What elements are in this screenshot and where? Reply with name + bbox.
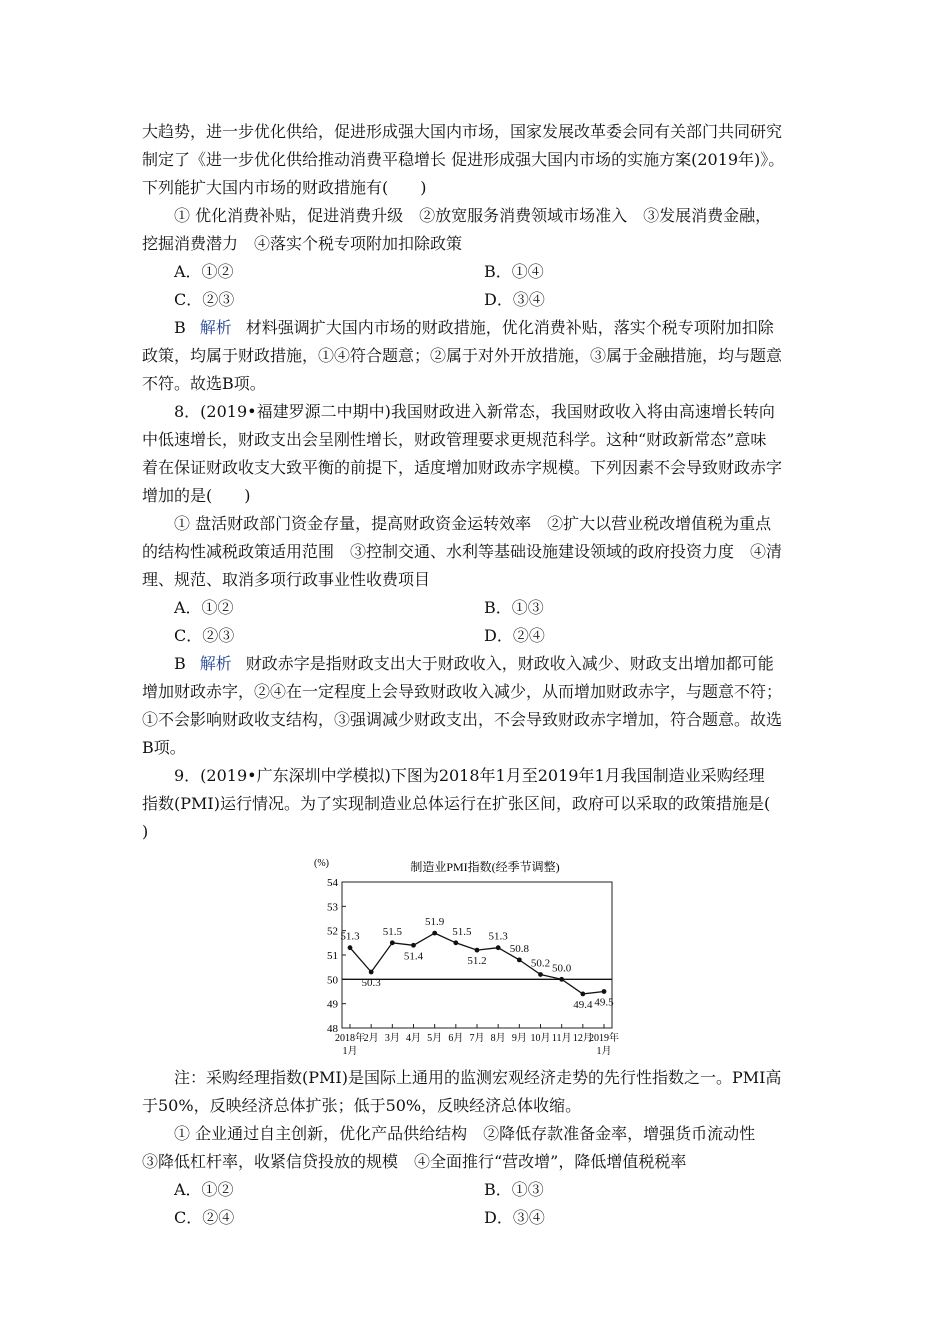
answer-line: B项。 bbox=[142, 738, 186, 757]
y-tick-label: 52 bbox=[327, 925, 338, 938]
data-label: 50.3 bbox=[361, 977, 381, 990]
option-c: C．②③ bbox=[174, 290, 235, 309]
x-tick-label: 2月 bbox=[363, 1033, 379, 1044]
x-tick-label: 2018年 bbox=[335, 1033, 365, 1044]
data-point bbox=[496, 945, 501, 950]
data-point bbox=[580, 992, 585, 997]
option-d: D．②④ bbox=[484, 626, 545, 645]
q9-options-row-2 bbox=[142, 1204, 814, 1232]
y-tick-label: 49 bbox=[327, 998, 338, 1011]
note-line: 于50%，反映经济总体扩张；低于50%，反映经济总体收缩。 bbox=[142, 1096, 582, 1115]
q7-stem bbox=[142, 118, 814, 202]
option-b: B．①③ bbox=[484, 598, 544, 617]
stem-line: 中低速增长，财政支出会呈刚性增长，财政管理要求更规范科学。这种“财政新常态”意味 bbox=[142, 430, 767, 449]
stem-line: 着在保证财政收支大致平衡的前提下，适度增加财政赤字规模。下列因素不会导致财政赤字 bbox=[142, 458, 783, 477]
option-c: C．②④ bbox=[174, 1208, 235, 1227]
answer-text: 财政赤字是指财政支出大于财政收入，财政收入减少、财政支出增加都可能 bbox=[245, 654, 774, 673]
y-unit-label: (%) bbox=[314, 858, 329, 869]
stem-line: 制定了《进一步优化供给推动消费平稳增长 促进形成强大国内市场的实施方案(2019年)》。 bbox=[142, 150, 785, 169]
q9-stem bbox=[142, 762, 814, 846]
data-point bbox=[559, 977, 564, 982]
option-c: C．②③ bbox=[174, 626, 235, 645]
q7-items bbox=[142, 202, 814, 258]
q8-options-row-1 bbox=[142, 594, 814, 622]
q8-answer bbox=[142, 650, 814, 762]
y-tick-label: 53 bbox=[327, 901, 338, 914]
answer-first-line bbox=[142, 314, 814, 342]
x-tick-label: 4月 bbox=[406, 1033, 421, 1044]
x-tick-label: 7月 bbox=[469, 1033, 485, 1044]
question-9 bbox=[142, 762, 814, 1232]
item-line: ① 盘活财政部门资金存量，提高财政资金运转效率 ②扩大以营业税改增值税为重点 bbox=[174, 514, 772, 533]
answer-line: 不符。故选B项。 bbox=[142, 374, 266, 393]
data-point bbox=[432, 931, 437, 936]
data-point bbox=[517, 957, 522, 962]
data-label: 49.4 bbox=[573, 998, 593, 1011]
q8-items bbox=[142, 510, 814, 594]
answer-letter: B bbox=[174, 318, 186, 337]
data-label: 51.4 bbox=[403, 950, 424, 963]
answer-line: 增加财政赤字，②④在一定程度上会导致财政收入减少，从而增加财政赤字，与题意不符； bbox=[142, 682, 783, 701]
item-line: 理、规范、取消多项行政事业性收费项目 bbox=[142, 570, 431, 589]
item-line: ① 优化消费补贴，促进消费升级 ②放宽服务消费领域市场准入 ③发展消费金融， bbox=[174, 206, 772, 225]
data-label: 51.9 bbox=[425, 916, 445, 929]
y-tick-label: 48 bbox=[327, 1023, 338, 1035]
option-d: D．③④ bbox=[484, 290, 545, 309]
chart-title: 制造业PMI指数(经季节调整) bbox=[410, 860, 560, 874]
option-b: B．①④ bbox=[484, 262, 544, 281]
stem-line: 8．(2019•福建罗源二中期中)我国财政进入新常态，我国财政收入将由高速增长转向 bbox=[174, 402, 775, 421]
q7-options-row-1 bbox=[142, 258, 814, 286]
stem-line: 增加的是( ) bbox=[142, 486, 251, 505]
q9-note bbox=[142, 1064, 814, 1120]
item-line: 的结构性减税政策适用范围 ③控制交通、水利等基础设施建设领域的政府投资力度 ④清 bbox=[142, 542, 783, 561]
data-point bbox=[348, 945, 353, 950]
option-d: D．③④ bbox=[484, 1208, 545, 1227]
data-point bbox=[602, 989, 607, 994]
x-tick-label-line2: 1月 bbox=[596, 1046, 612, 1057]
q9-options-row-1 bbox=[142, 1176, 814, 1204]
q8-options-row-2 bbox=[142, 622, 814, 650]
analysis-tag: 解析 bbox=[199, 654, 232, 673]
data-label: 50.8 bbox=[509, 942, 529, 955]
stem-line: 9．(2019•广东深圳中学模拟)下图为2018年1月至2019年1月我国制造业采购经理 bbox=[174, 766, 765, 785]
x-tick-label: 9月 bbox=[511, 1033, 527, 1044]
answer-line: 政策，均属于财政措施，①④符合题意；②属于对外开放措施，③属于金融措施，均与题意 bbox=[142, 346, 783, 365]
q7-options-row-2 bbox=[142, 286, 814, 314]
x-tick-label: 6月 bbox=[448, 1033, 464, 1044]
data-point bbox=[369, 970, 374, 975]
item-line: ③降低杠杆率，收紧信贷投放的规模 ④全面推行“营改增”，降低增值税税率 bbox=[142, 1152, 687, 1171]
x-tick-label: 3月 bbox=[384, 1033, 400, 1044]
option-a: A．①② bbox=[174, 598, 234, 617]
answer-line: ①不会影响财政收支结构，③强调减少财政支出，不会导致财政赤字增加，符合题意。故选 bbox=[142, 710, 783, 729]
q8-stem bbox=[142, 398, 814, 510]
x-tick-label: 8月 bbox=[490, 1033, 506, 1044]
data-point bbox=[538, 972, 543, 977]
pmi-line-chart bbox=[312, 852, 652, 1064]
stem-line: 大趋势，进一步优化供给，促进形成强大国内市场，国家发展改革委会同有关部门共同研究 bbox=[142, 122, 783, 141]
question-8 bbox=[142, 398, 814, 762]
question-7 bbox=[142, 118, 814, 398]
data-point bbox=[453, 940, 458, 945]
x-tick-label: 5月 bbox=[427, 1033, 443, 1044]
y-tick-label: 51 bbox=[327, 950, 338, 962]
data-point bbox=[411, 943, 416, 948]
data-label: 50.2 bbox=[530, 957, 551, 970]
pmi-chart-figure bbox=[142, 852, 814, 1064]
y-tick-label: 50 bbox=[327, 974, 338, 987]
item-line: 挖掘消费潜力 ④落实个税专项附加扣除政策 bbox=[142, 234, 463, 253]
data-label: 51.2 bbox=[467, 955, 487, 968]
x-tick-label-line2: 1月 bbox=[342, 1046, 358, 1057]
data-label: 49.5 bbox=[594, 996, 614, 1009]
x-tick-label: 2019年 bbox=[589, 1033, 619, 1044]
item-line: ① 企业通过自主创新，优化产品供给结构 ②降低存款准备金率，增强货币流动性 bbox=[174, 1124, 756, 1143]
x-tick-label: 12月 bbox=[572, 1033, 593, 1044]
option-b: B．①③ bbox=[484, 1180, 544, 1199]
note-line: 注：采购经理指数(PMI)是国际上通用的监测宏观经济走势的先行性指数之一。PMI高 bbox=[174, 1068, 782, 1087]
x-tick-label: 10月 bbox=[530, 1033, 551, 1044]
data-label: 50.0 bbox=[552, 962, 572, 975]
data-label: 51.3 bbox=[340, 930, 360, 943]
option-a: A．①② bbox=[174, 262, 234, 281]
data-label: 51.3 bbox=[488, 930, 508, 943]
document-page bbox=[142, 118, 814, 1232]
stem-line: 下列能扩大国内市场的财政措施有( ) bbox=[142, 178, 427, 197]
option-a: A．①② bbox=[174, 1180, 234, 1199]
analysis-tag: 解析 bbox=[199, 318, 232, 337]
answer-letter: B bbox=[174, 654, 186, 673]
answer-text: 材料强调扩大国内市场的财政措施，优化消费补贴，落实个税专项附加扣除 bbox=[245, 318, 774, 337]
data-label: 51.5 bbox=[452, 925, 472, 938]
q7-answer bbox=[142, 314, 814, 398]
stem-line: 指数(PMI)运行情况。为了实现制造业总体运行在扩张区间，政府可以采取的政策措施是( bbox=[142, 794, 771, 813]
y-tick-label: 54 bbox=[327, 877, 338, 889]
x-tick-label: 11月 bbox=[551, 1033, 572, 1044]
data-point bbox=[475, 948, 480, 953]
stem-line: ) bbox=[142, 822, 149, 841]
data-point bbox=[390, 940, 395, 945]
data-label: 51.5 bbox=[382, 925, 402, 938]
answer-first-line bbox=[142, 650, 814, 678]
q9-items bbox=[142, 1120, 814, 1176]
